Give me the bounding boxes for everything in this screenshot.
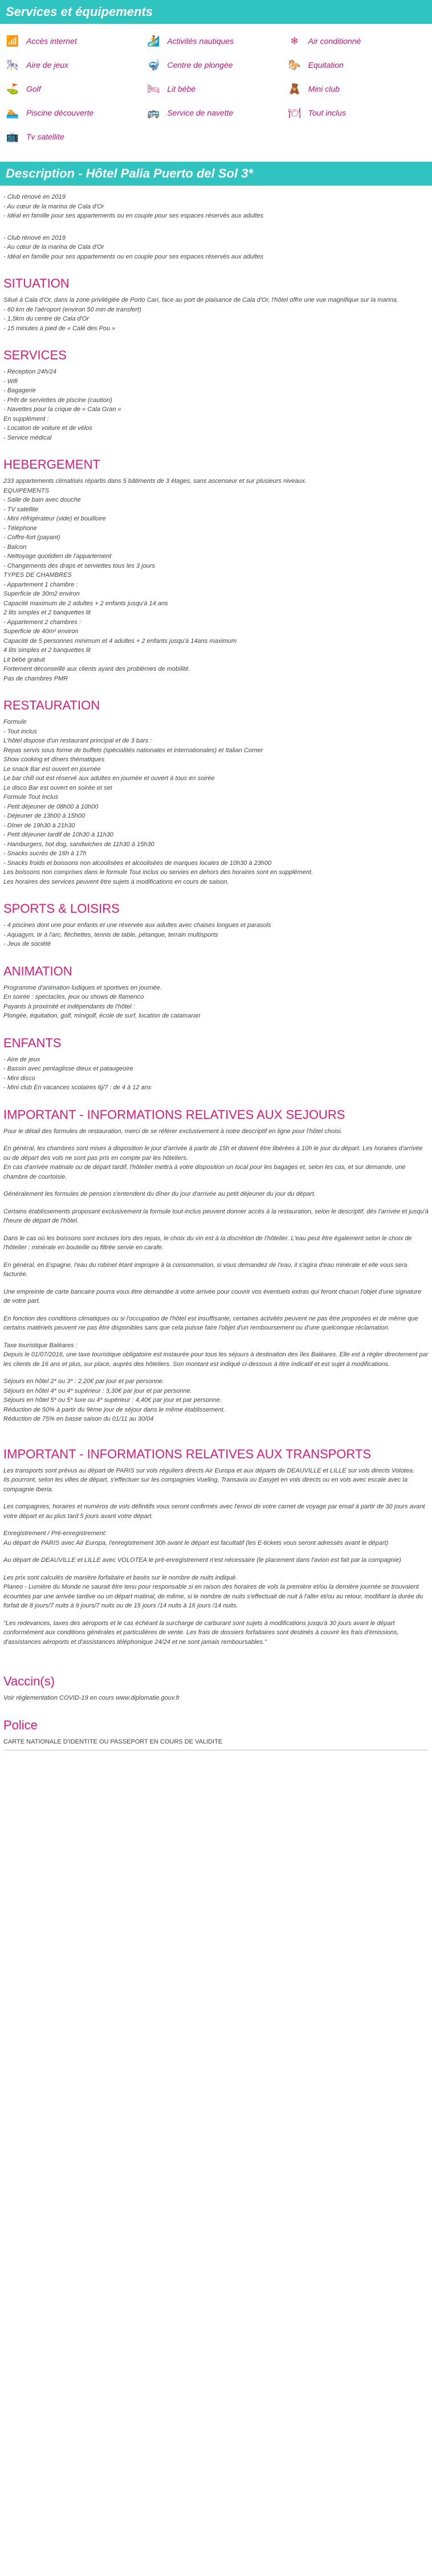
service-item	[5, 55, 145, 75]
text-line: Payants à proximité et indépendants de l'hôtel :	[3, 1003, 135, 1010]
service-label: Air conditionné	[308, 36, 361, 46]
text-line: En fonction des conditions climatiques ou si l'occupation de l'hôtel est insuffisante, certaines activités peuvent ne pas être proposées et de même que certains matériels peuvent ne pas être disponibles sans que cela puisse faire l'objet d'un remboursement ou d'une quelconque réclamation.	[3, 1315, 418, 1331]
text-line: Programme d'animation ludiques et sportives en journée.	[3, 984, 162, 991]
animation-text	[3, 983, 429, 1021]
text-line: Superficie de 40m² environ	[3, 628, 79, 635]
sports-heading: SPORTS & LOISIRS	[3, 901, 120, 916]
text-line: - Bassin avec pentaglisse dieux et pataugeoire	[3, 1065, 133, 1072]
important-transports-text	[3, 1466, 429, 1647]
text-line: Capacité maximum de 2 adultes + 2 enfants jusqu'à 14 ans	[3, 600, 168, 607]
paragraph	[3, 1189, 429, 1199]
service-label: Accès internet	[26, 36, 77, 46]
services-grid	[0, 24, 432, 157]
important-sejours-heading: IMPORTANT - INFORMATIONS RELATIVES AUX SEJOURS	[3, 1107, 345, 1122]
text-line: Dans le cas où les boissons sont incluses lors des repas, le choix du vin est à la discrétion de l'hôtelier. L'eau peut être également selon le choix de l'hôtelier : minérale en bouteille ou filtrée servie en carafe.	[3, 1234, 412, 1251]
text-line: Séjours en hôtel 2* ou 3* : 2,20€ par jour et par personne.	[3, 1378, 164, 1385]
restauration-text	[3, 717, 429, 887]
text-line: Les boissons non comprises dans le formule Tout inclus ou servies en dehors des horaires sont en supplément.	[3, 869, 313, 876]
paragraph	[3, 1341, 429, 1369]
text-line: Show cooking et dîners thématiques	[3, 756, 105, 763]
text-line: - Mini disco	[3, 1074, 35, 1082]
text-line: "Les redevances, taxes des aéroports et le cas échéant la surcharge de carburant sont sujets à modifications jusqu'à 30 jours avant le départ conformément aux conditions générales et particulières de vente. Les frais de dossiers forfaitaires sont destinés à couvrir les frais d'émissions, d'assistances aéroports et d'assistances téléphonique 24/24 et ne sont jamais remboursables."	[3, 1619, 399, 1646]
text-line: Pour le détail des formules de restauration, merci de se référer exclusivement à notre descriptif en ligne pour l'hôtel choisi.	[3, 1127, 343, 1135]
text-line: - Tout inclus	[3, 728, 37, 735]
text-line: - Bagagerie	[3, 387, 36, 394]
text-line: 233 appartements climatisés répartis dans 5 bâtiments de 3 étages, sans ascenseur et sur plusieurs niveaux.	[3, 478, 307, 485]
text-line: - Petit déjeuner de 08h00 à 10h00	[3, 803, 99, 810]
text-line: Réduction de 75% en basse saison du 01/11 au 30/04	[3, 1416, 154, 1422]
text-line: Depuis le 01/07/2016, une taxe touristique obligatoire est instaurée pour tous les séjours à destination des îles Baléares. Elle est à régler directement par les clients de 16 ans et plus, sur place, auprès des hôteliers. Son montant est indiqué ci-dessous à titre indicatif et est sujet à modifications.	[3, 1351, 429, 1368]
pool-icon: 🏊	[6, 106, 19, 118]
text-line: Enregistrement / Pré-enregistrement:	[3, 1530, 107, 1537]
text-line: Repas servis sous forme de buffets (spécialités nationales et internationales) et Italian Corner	[3, 746, 263, 754]
text-line: - 15 minutes à pied de « Calé des Pou »	[3, 325, 116, 332]
text-line: Lit bébé gratuit	[3, 656, 45, 663]
text-line: Certains établissements proposant exclusivement la formule tout-inclus peuvent donner accès à la restauration, selon le descriptif, dès l'arrivée et jusqu'à l'heure de départ de l'hôtel.	[3, 1208, 429, 1224]
paragraph	[3, 1556, 429, 1565]
text-line: Au départ de PARIS avec Air Europa, l'enregistrement 30h avant le départ est facultatif (les E-tickets vous seront adressés avant le départ)	[3, 1539, 389, 1547]
services-heading: SERVICES	[3, 348, 67, 362]
text-line: - Déjeuner de 13h00 à 15h00	[3, 813, 85, 819]
text-line: Le disco Bar est ouvert en soirée et set	[3, 784, 112, 791]
text-line: - Coffre-fort (payant)	[3, 534, 60, 541]
text-line: - Snacks froids et boissons non alcoolisées et alcoolisées de marques locales de 10h30 à 23h00	[3, 859, 272, 867]
sports-text	[3, 921, 429, 949]
hebergement-text	[3, 477, 429, 683]
text-line: Ils pourront, selon les villes de départ, s'effectuer sur les compagnies Vueling, Transavia ou Easyjet en vols directs ou en vols avec escale avec la compagnie Iberia.	[3, 1476, 408, 1493]
text-line: - Appartement 1 chambre :	[3, 581, 78, 588]
text-line: Les transports sont prévus au départ de PARIS sur vols réguliers directs Air Europa et aux départs de DEAUVILLE et LILLE sur vols directs Volotea.	[3, 1467, 415, 1474]
service-item	[145, 102, 286, 123]
text-line: Les compagnies, horaires et numéros de vols définitifs vous seront confirmés avec l'envoi de votre carnet de voyage par email à partir de 30 jours avant votre départ et au plus tard 5 jours avant votre départ.	[3, 1503, 425, 1520]
text-line: - Appartement 2 chambres :	[3, 618, 81, 626]
text-line: - TV satellite	[3, 506, 39, 513]
text-line: Généralement les formules de pension s'entendent du dîner du jour d'arrivée au petit déjeuner du jour du départ.	[3, 1191, 316, 1197]
horse-icon: 🐎	[288, 59, 301, 71]
text-line: Planeo - Lumière du Monde ne saurait être tenu pour responsable si en raison des horaires de vols la première et/ou la dernière journée se trouvaient écourtées par une arrivée tardive ou un départ matinal, de même, si le nombre de nuits s'effectuait de nuit à l'aller et/ou au retour, modifiant la durée du forfait de 8 jours/7 nuits à 9 jours/7 nuits ou de 15 jours /14 nuits à 16 jours /14 nuits.	[3, 1584, 423, 1609]
text-line: En supplément :	[3, 415, 49, 423]
diving-icon: 🤿	[147, 59, 160, 71]
situation-heading: SITUATION	[3, 276, 70, 290]
service-label: Tout inclus	[308, 108, 347, 117]
text-line: - Salle de bain avec douche	[3, 497, 81, 503]
service-label: Golf	[26, 84, 41, 93]
text-line: Les horaires des services peuvent être sujets à modifications en cours de saison.	[3, 878, 229, 885]
service-label: Activités nautiques	[167, 36, 234, 46]
service-item	[287, 55, 427, 75]
text-line: Superficie de 30m2 environ	[3, 590, 80, 597]
intro1-line: - Club rénové en 2019	[3, 194, 66, 200]
text-line: TYPES DE CHAMBRES	[3, 572, 72, 579]
animation-heading: ANIMATION	[3, 963, 72, 978]
service-label: Tv satellite	[26, 132, 64, 141]
text-line: - Prêt de serviettes de piscine (caution)	[3, 396, 112, 404]
police-heading: Police	[3, 1717, 38, 1732]
text-line: - Hamburgers, hot dog, sandwiches de 11h30 à 15h30	[3, 840, 154, 848]
text-line: Capacité de 5 personnes minimum et 4 adultes + 2 enfants jusqu'à 14ans maximum	[3, 637, 237, 645]
description-title: Description - Hôtel Palia Puerto del Sol 3*	[0, 162, 432, 186]
text-line: Plongée, équitation, golf, minigolf, école de surf, location de catamaran	[3, 1012, 201, 1019]
hebergement-heading: HEBERGEMENT	[3, 457, 100, 471]
situation-text	[3, 296, 429, 333]
service-label: Lit bébé	[167, 84, 196, 93]
service-item	[287, 102, 427, 123]
enfants-text	[3, 1055, 429, 1093]
text-line: - Jeux de société	[3, 941, 51, 947]
text-line: - Réception 24h/24	[3, 368, 56, 375]
paragraph	[3, 1314, 429, 1333]
intro2-line: - Idéal en famille pour ses appartements ou en couple pour ses espaces réservés aux adultes	[3, 253, 264, 260]
paragraph	[3, 1261, 429, 1279]
text-line: En général, les chambres sont mises à disposition le jour d'arrivée à partir de 15h et doivent être libérées à 10h le jour du départ. Les horaires d'arrivée ou de départ des vols ne sont pas pris en compte par les hôteliers.	[3, 1145, 423, 1162]
text-line: Séjours en hôtel 5* ou 5* luxe ou 4* supérieur : 4,40€ par jour et par personne.	[3, 1397, 222, 1404]
service-label: Equitation	[308, 60, 344, 69]
paragraph	[3, 1207, 429, 1226]
wifi-icon: 📶	[6, 35, 19, 47]
service-label: Mini club	[308, 84, 340, 93]
vaccins-text: Voir réglementation COVID-19 en cours www.diplomatie.gouv.fr	[3, 1695, 180, 1701]
text-line: Réduction de 50% à partir du 9ème jour de séjour dans le même établissement.	[3, 1406, 225, 1413]
paragraph	[3, 1573, 429, 1611]
service-label: Centre de plongée	[167, 60, 233, 69]
snowflake-icon: ❄	[290, 35, 299, 47]
text-line: - Snacks sucrés de 16h à 17h	[3, 850, 87, 857]
service-item	[145, 79, 286, 99]
shuttle-icon: 🚌	[147, 106, 160, 118]
text-line: Séjours en hôtel 4* ou 4* supérieur : 3,30€ par jour et par personne.	[3, 1387, 192, 1394]
vaccins-heading: Vaccin(s)	[3, 1674, 55, 1688]
text-line: - Service médical	[3, 434, 52, 441]
service-label: Aire de jeux	[26, 60, 68, 69]
service-item	[5, 126, 145, 147]
text-line: En cas d'arrivée matinale ou de départ tardif, l'hôtelier mettra à votre disposition un local pour les bagages et, selon les cas, et sur demande, une chambre de courtoisie.	[3, 1164, 406, 1180]
service-item	[5, 79, 145, 99]
text-line: - Balcon	[3, 543, 27, 551]
description-section	[0, 192, 432, 1750]
text-line: Formule Tout Inclus	[3, 794, 59, 801]
paragraph	[3, 1377, 429, 1424]
all-inclusive-icon: 🍽	[288, 106, 301, 118]
restauration-heading: RESTAURATION	[3, 698, 100, 712]
important-transports-heading: IMPORTANT - INFORMATIONS RELATIVES AUX TRANSPORTS	[3, 1446, 372, 1461]
paragraph	[3, 1144, 429, 1182]
text-line: Taxe touristique Baléares :	[3, 1342, 78, 1349]
services-title: Services et équipements	[0, 0, 432, 24]
text-line: Fortement déconseillé aux clients ayant des problèmes de mobilité.	[3, 666, 190, 672]
text-line: L'hôtel dispose d'un restaurant principal et de 3 bars :	[3, 737, 152, 744]
police-text: CARTE NATIONALE D'IDENTITE OU PASSEPORT EN COURS DE VALIDITE	[3, 1737, 429, 1751]
important-sejours-text	[3, 1127, 429, 1424]
text-line: Le bar chill out est réservé aux adultes en journée et ouvert à tous en soirée	[3, 775, 215, 782]
text-line: - Wifi	[3, 378, 18, 385]
text-line: En soirée : spectacles, jeux ou shows de flamenco	[3, 994, 144, 1000]
text-line: Formule	[3, 719, 27, 725]
text-line: - Aire de jeux	[3, 1056, 40, 1063]
services-text	[3, 367, 429, 442]
service-item	[145, 55, 286, 75]
paragraph	[3, 1619, 429, 1647]
enfants-heading: ENFANTS	[3, 1035, 62, 1050]
mini-club-icon: 🧸	[288, 83, 301, 95]
intro2-line: - Club rénové en 2019	[3, 234, 66, 241]
service-item	[5, 31, 145, 51]
service-item	[287, 79, 427, 99]
intro1-line: - Idéal en famille pour ses appartements ou en couple pour ses espaces réservés aux adultes	[3, 212, 264, 219]
text-line: - Mini réfrigérateur (vide) et bouilloire	[3, 515, 106, 522]
intro2-line: - Au cœur de la marina de Cala d'Or	[3, 244, 104, 251]
text-line: - Nettoyage quotidien de l'appartement	[3, 553, 112, 560]
text-line: EQUIPEMENTS	[3, 487, 50, 494]
paragraph	[3, 1234, 429, 1253]
paragraph	[3, 1466, 429, 1495]
baby-bed-icon: 🛏	[146, 83, 160, 95]
paragraph	[3, 1287, 429, 1306]
text-line: Au départ de DEAUVILLE et LILLE avec VOLOTEA le pré-enregistrement n'est nécessaire (le placement dans l'avion est fait par la compagnie)	[3, 1557, 401, 1564]
text-line: Situé à Cala d'Or, dans la zone privilégiée de Porto Cari, face au port de plaisance de Cala d'Or, l'hôtel offre une vue magnifique sur la marina.	[3, 297, 398, 303]
paragraph	[3, 1529, 429, 1548]
text-line: - 4 piscines dont une pour enfants et une réservée aux adultes avec chaises longues et parasols	[3, 922, 271, 929]
intro1-line: - Au cœur de la marina de Cala d'Or	[3, 203, 104, 210]
text-line: Le snack Bar est ouvert en journée	[3, 765, 101, 773]
text-line: - Changements des draps et serviettes tous les 3 jours	[3, 562, 155, 569]
text-line: - Navettes pour la crique de « Cala Gran »	[3, 406, 121, 413]
service-item	[5, 102, 145, 123]
text-line: 2 lits simples et 2 banquettes lit	[3, 609, 91, 616]
text-line: - Dîner de 19h30 à 21h30	[3, 822, 75, 829]
service-item	[145, 31, 286, 51]
tv-icon: 📺	[6, 130, 19, 142]
text-line: - Mini club En vacances scolaires 6j/7 : de 4 à 12 ans	[3, 1084, 152, 1091]
text-line: - Petit déjeuner tardif de 10h30 à 11h30	[3, 831, 114, 838]
text-line: Pas de chambres PMR	[3, 675, 68, 682]
service-item	[287, 31, 427, 51]
text-line: Les prix sont calculés de manière forfaitaire et basés sur le nombre de nuits indiqué.	[3, 1574, 238, 1581]
paragraph	[3, 1502, 429, 1521]
text-line: - Aquagym, tir à l'arc, fléchettes, tennis de table, pétanque, terrain multisports	[3, 931, 218, 938]
playground-icon: 🎠	[6, 59, 19, 71]
text-line: - 60 km de l'aéroport (environ 50 min de transfert)	[3, 306, 141, 313]
golf-icon: ⛳	[6, 83, 19, 95]
text-line: En général, en Espagne, l'eau du robinet étant impropre à la consommation, si vous demandez de l'eau, il s'agira d'eau minérale et elle vous sera facturée.	[3, 1261, 407, 1278]
text-line: - Location de voiture et de vélos	[3, 425, 92, 432]
text-line: 4 lits simples et 2 banquettes lit	[3, 647, 91, 654]
watersports-icon: 🏄	[147, 35, 160, 47]
text-line: - 1,5km du centre de Cala d'Or	[3, 315, 89, 322]
service-label: Service de navette	[167, 108, 234, 117]
text-line: Une empreinte de carte bancaire pourra vous être demandée à votre arrivée pour couvrir vos éventuels extras qui feront chacun l'objet d'une signature de votre part.	[3, 1288, 422, 1305]
paragraph	[3, 1127, 429, 1137]
service-label: Piscine découverte	[26, 108, 94, 117]
text-line: - Téléphone	[3, 524, 37, 532]
